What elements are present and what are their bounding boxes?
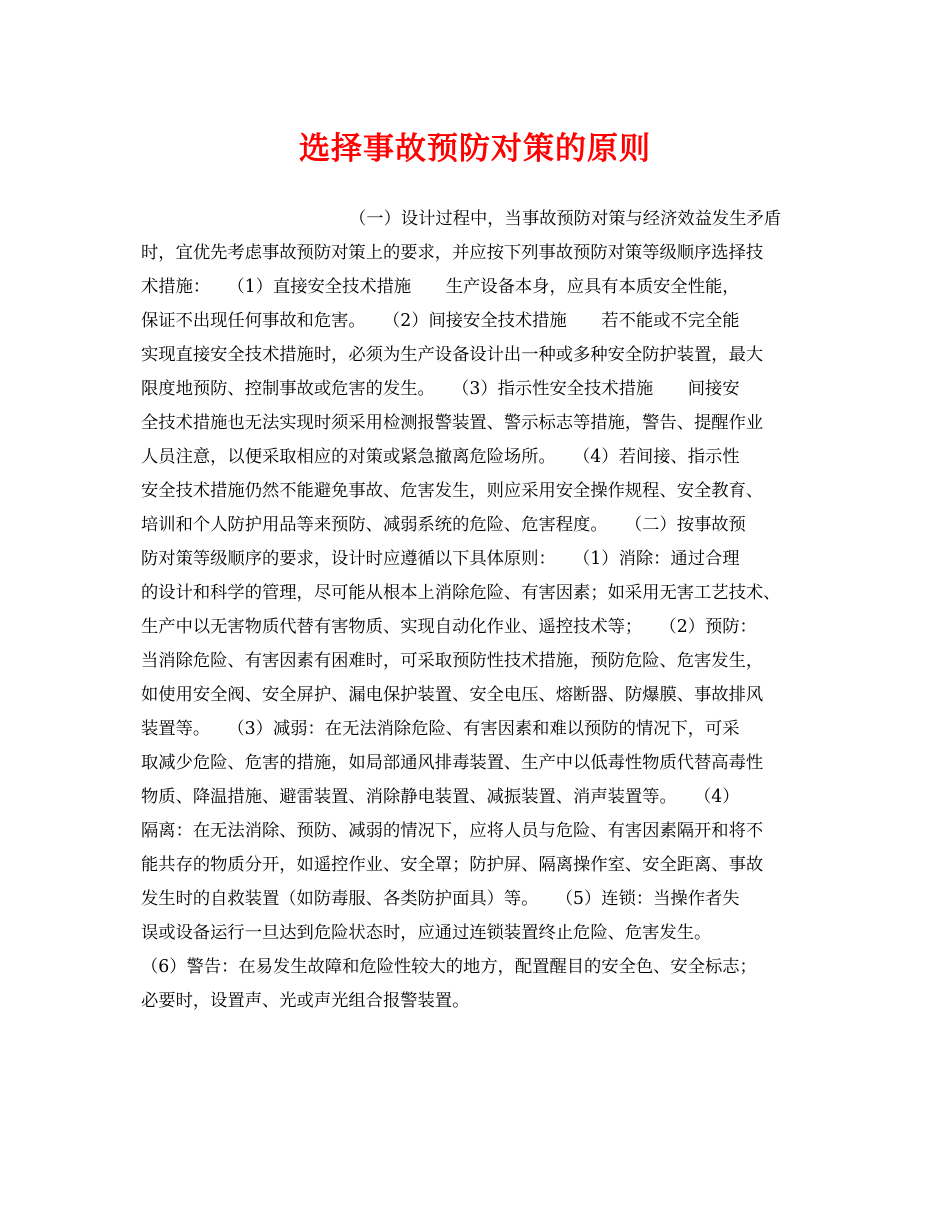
body-line: 培训和个人防护用品等来预防、减弱系统的危险、危害程度。 （二）按事故预: [141, 515, 746, 535]
body-line: （一）设计过程中，当事故预防对策与经济效益发生矛盾: [349, 209, 782, 229]
body-line: 误或设备运行一旦达到危险状态时，应通过连锁装置终止危险、危害发生。: [141, 923, 712, 943]
body-line: 物质、降温措施、避雷装置、消除静电装置、减振装置、消声装置等。 （4）: [141, 787, 740, 807]
body-line: 的设计和科学的管理，尽可能从根本上消除危险、有害因素；如采用无害工艺技术、: [141, 583, 781, 603]
body-line: 发生时的自救装置（如防毒服、各类防护面具）等。 （5）连锁：当操作者失: [141, 889, 740, 909]
body-line: 安全技术措施仍然不能避免事故、危害发生，则应采用安全操作规程、安全教育、: [141, 481, 764, 501]
document-body: [141, 202, 825, 1018]
body-line: 术措施： （1）直接安全技术措施 生产设备本身，应具有本质安全性能，: [141, 277, 740, 297]
body-line: 防对策等级顺序的要求，设计时应遵循以下具体原则： （1）消除：通过合理: [141, 549, 740, 569]
body-line: 如使用安全阀、安全屏护、漏电保护装置、安全电压、熔断器、防爆膜、事故排风: [141, 685, 764, 705]
body-line: 生产中以无害物质代替有害物质、实现自动化作业、遥控技术等； （2）预防：: [141, 617, 757, 637]
document-title: 选择事故预防对策的原则: [299, 131, 651, 167]
body-line: 人员注意，以便采取相应的对策或紧急撤离危险场所。 （4）若间接、指示性: [141, 447, 740, 467]
body-line: 能共存的物质分开，如遥控作业、安全罩；防护屏、隔离操作室、安全距离、事故: [141, 855, 764, 875]
body-line: （6）警告：在易发生故障和危险性较大的地方，配置醒目的安全色、安全标志；: [141, 957, 757, 977]
body-line: 保证不出现任何事故和危害。 （2）间接安全技术措施 若不能或不完全能: [141, 311, 740, 331]
body-line: 当消除危险、有害因素有困难时，可采取预防性技术措施，预防危险、危害发生，: [141, 651, 764, 671]
body-line: 全技术措施也无法实现时须采用检测报警装置、警示标志等措施，警告、提醒作业: [141, 413, 764, 433]
body-line: 装置等。 （3）减弱：在无法消除危险、有害因素和难以预防的情况下，可采: [141, 719, 740, 739]
body-line: 限度地预防、控制事故或危害的发生。 （3）指示性安全技术措施 间接安: [141, 379, 740, 399]
body-line: 取减少危险、危害的措施，如局部通风排毒装置、生产中以低毒性物质代替高毒性: [141, 753, 764, 773]
body-line: 必要时，设置声、光或声光组合报警装置。: [141, 991, 470, 1011]
body-line: 隔离：在无法消除、预防、减弱的情况下，应将人员与危险、有害因素隔开和将不: [141, 821, 764, 841]
body-line: 时，宜优先考虑事故预防对策上的要求，并应按下列事故预防对策等级顺序选择技: [141, 243, 764, 263]
body-line: 实现直接安全技术措施时，必须为生产设备设计出一种或多种安全防护装置，最大: [141, 345, 764, 365]
